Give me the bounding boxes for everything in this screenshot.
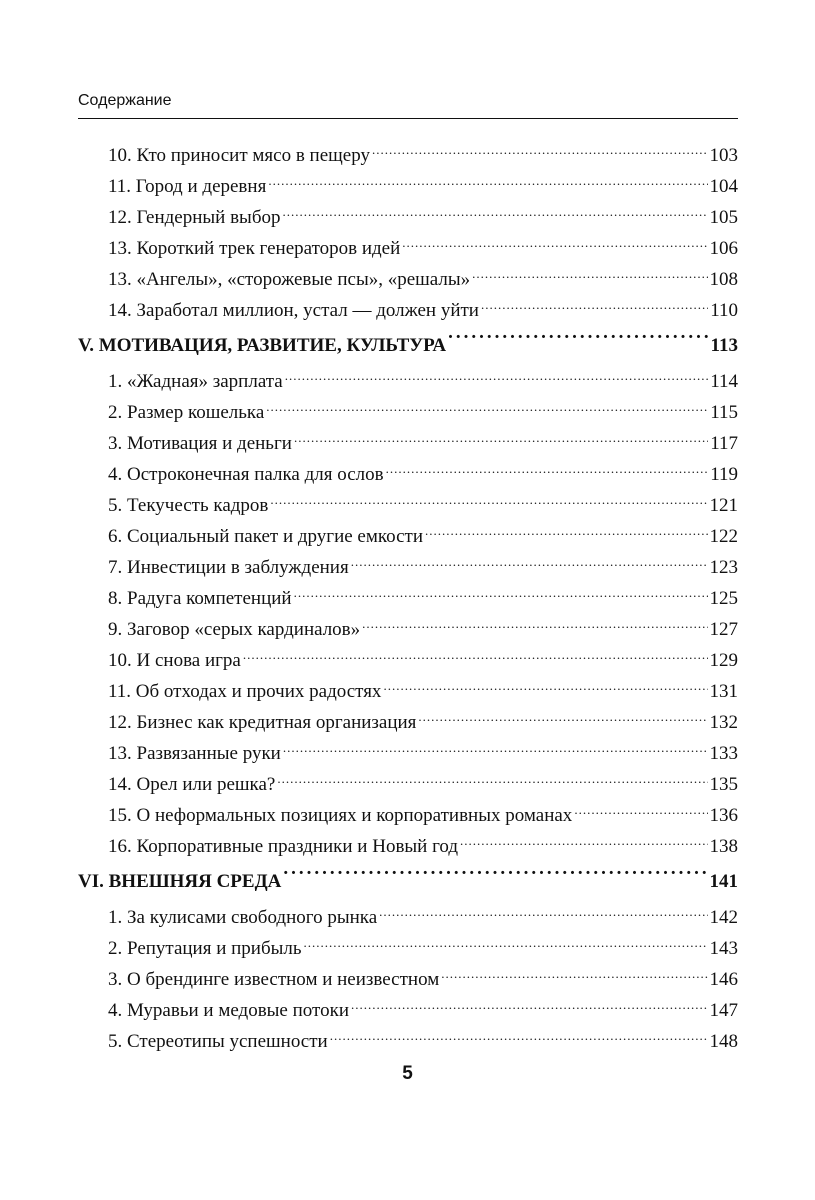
toc-entry	[78, 552, 738, 583]
toc-entry	[78, 707, 738, 738]
toc-page-number: 105	[709, 207, 738, 228]
toc-entry	[78, 140, 738, 171]
toc-entry	[78, 933, 738, 964]
toc-entry-title: 2. Размер кошелька	[108, 402, 265, 423]
toc-page-number: 123	[709, 557, 738, 578]
dot-leader	[372, 142, 708, 161]
toc-page-number: 113	[710, 335, 738, 356]
toc-entry	[78, 831, 738, 862]
dot-leader	[386, 461, 709, 480]
dot-leader	[283, 868, 707, 887]
toc-entry-title: 14. Заработал миллион, устал — должен уйти	[108, 300, 479, 321]
toc-entry	[78, 583, 738, 614]
table-of-contents	[78, 140, 738, 1057]
toc-entry	[78, 964, 738, 995]
dot-leader	[425, 523, 707, 542]
toc-entry-title: 2. Репутация и прибыль	[108, 938, 302, 959]
toc-page-number: 142	[709, 907, 738, 928]
dot-leader	[277, 771, 707, 790]
dot-leader	[330, 1028, 708, 1047]
toc-entry-title: 10. И снова игра	[108, 650, 241, 671]
toc-entry	[78, 202, 738, 233]
toc-entry-title: 4. Муравьи и медовые потоки	[108, 1000, 349, 1021]
toc-entry	[78, 397, 738, 428]
dot-leader	[441, 966, 707, 985]
toc-entry	[78, 614, 738, 645]
toc-entry-title: 10. Кто приносит мясо в пещеру	[108, 145, 370, 166]
toc-entry	[78, 171, 738, 202]
toc-entry	[78, 676, 738, 707]
dot-leader	[294, 430, 708, 449]
dot-leader	[268, 173, 707, 192]
toc-section	[78, 326, 738, 366]
toc-entry	[78, 738, 738, 769]
toc-page-number: 121	[709, 495, 738, 516]
toc-entry	[78, 264, 738, 295]
toc-page-number: 119	[710, 464, 738, 485]
toc-page-number: 135	[709, 774, 738, 795]
dot-leader	[351, 997, 708, 1016]
dot-leader	[460, 833, 707, 852]
toc-page-number: 146	[709, 969, 738, 990]
toc-entry	[78, 521, 738, 552]
toc-entry	[78, 233, 738, 264]
toc-entry	[78, 366, 738, 397]
toc-entry-title: 11. Город и деревня	[108, 176, 267, 197]
dot-leader	[481, 297, 708, 316]
toc-page-number: 106	[709, 238, 738, 259]
toc-entry	[78, 459, 738, 490]
toc-page-number: 141	[709, 871, 738, 892]
toc-page-number: 136	[709, 805, 738, 826]
toc-entry-title: 12. Бизнес как кредитная организация	[108, 712, 417, 733]
toc-page-number: 117	[710, 433, 738, 454]
toc-entry-title: 12. Гендерный выбор	[108, 207, 281, 228]
dot-leader	[270, 492, 707, 511]
toc-page-number: 125	[709, 588, 738, 609]
toc-entry-title: 6. Социальный пакет и другие емкости	[108, 526, 424, 547]
toc-entry	[78, 645, 738, 676]
dot-leader	[283, 204, 708, 223]
toc-page-number: 131	[709, 681, 738, 702]
toc-entry	[78, 490, 738, 521]
page-number: 5	[402, 1063, 413, 1084]
toc-page-number: 114	[710, 371, 738, 392]
toc-page-number: 148	[709, 1031, 738, 1052]
toc-page-number: 127	[709, 619, 738, 640]
toc-entry	[78, 428, 738, 459]
dot-leader	[383, 678, 707, 697]
toc-page-number: 147	[709, 1000, 738, 1021]
dot-leader	[402, 235, 707, 254]
toc-entry-title: 4. Остроконечная палка для ослов	[108, 464, 384, 485]
toc-page-number: 143	[709, 938, 738, 959]
toc-entry-title: 8. Радуга компетенций	[108, 588, 292, 609]
toc-entry-title: 15. О неформальных позициях и корпоративных романах	[108, 805, 573, 826]
toc-section	[78, 862, 738, 902]
toc-entry-title: 3. Мотивация и деньги	[108, 433, 292, 454]
toc-entry-title: 13. «Ангелы», «сторожевые псы», «решалы»	[108, 269, 471, 290]
toc-page-number: 122	[709, 526, 738, 547]
running-header: Содержание	[78, 92, 172, 109]
toc-entry-title: 3. О брендинге известном и неизвестном	[108, 969, 440, 990]
dot-leader	[574, 802, 707, 821]
dot-leader	[472, 266, 707, 285]
toc-entry-title: V. МОТИВАЦИЯ, РАЗВИТИЕ, КУЛЬТУРА	[78, 335, 447, 356]
toc-entry-title: VI. ВНЕШНЯЯ СРЕДА	[78, 871, 282, 892]
dot-leader	[294, 585, 708, 604]
toc-entry	[78, 800, 738, 831]
toc-page-number: 115	[710, 402, 738, 423]
toc-entry	[78, 295, 738, 326]
toc-page-number: 129	[709, 650, 738, 671]
toc-entry-title: 9. Заговор «серых кардиналов»	[108, 619, 361, 640]
toc-entry-title: 13. Развязанные руки	[108, 743, 281, 764]
toc-entry-title: 16. Корпоративные праздники и Новый год	[108, 836, 459, 857]
dot-leader	[418, 709, 707, 728]
toc-entry	[78, 1026, 738, 1057]
toc-page-number: 110	[710, 300, 738, 321]
toc-entry-title: 5. Стереотипы успешности	[108, 1031, 328, 1052]
dot-leader	[362, 616, 707, 635]
dot-leader	[379, 904, 707, 923]
dot-leader	[266, 399, 708, 418]
toc-page-number: 108	[709, 269, 738, 290]
toc-page-number: 104	[709, 176, 738, 197]
dot-leader	[448, 332, 708, 351]
toc-entry-title: 1. За кулисами свободного рынка	[108, 907, 378, 928]
toc-entry-title: 7. Инвестиции в заблуждения	[108, 557, 349, 578]
toc-entry-title: 11. Об отходах и прочих радостях	[108, 681, 382, 702]
header-rule	[78, 118, 738, 119]
toc-page-number: 133	[709, 743, 738, 764]
toc-entry-title: 13. Короткий трек генераторов идей	[108, 238, 401, 259]
toc-entry	[78, 769, 738, 800]
toc-entry-title: 5. Текучесть кадров	[108, 495, 269, 516]
toc-entry-title: 1. «Жадная» зарплата	[108, 371, 283, 392]
toc-page-number: 103	[709, 145, 738, 166]
dot-leader	[243, 647, 708, 666]
toc-page-number: 138	[709, 836, 738, 857]
dot-leader	[304, 935, 708, 954]
dot-leader	[285, 368, 708, 387]
toc-entry	[78, 902, 738, 933]
toc-entry	[78, 995, 738, 1026]
toc-page-number: 132	[709, 712, 738, 733]
dot-leader	[351, 554, 708, 573]
dot-leader	[283, 740, 708, 759]
toc-entry-title: 14. Орел или решка?	[108, 774, 276, 795]
